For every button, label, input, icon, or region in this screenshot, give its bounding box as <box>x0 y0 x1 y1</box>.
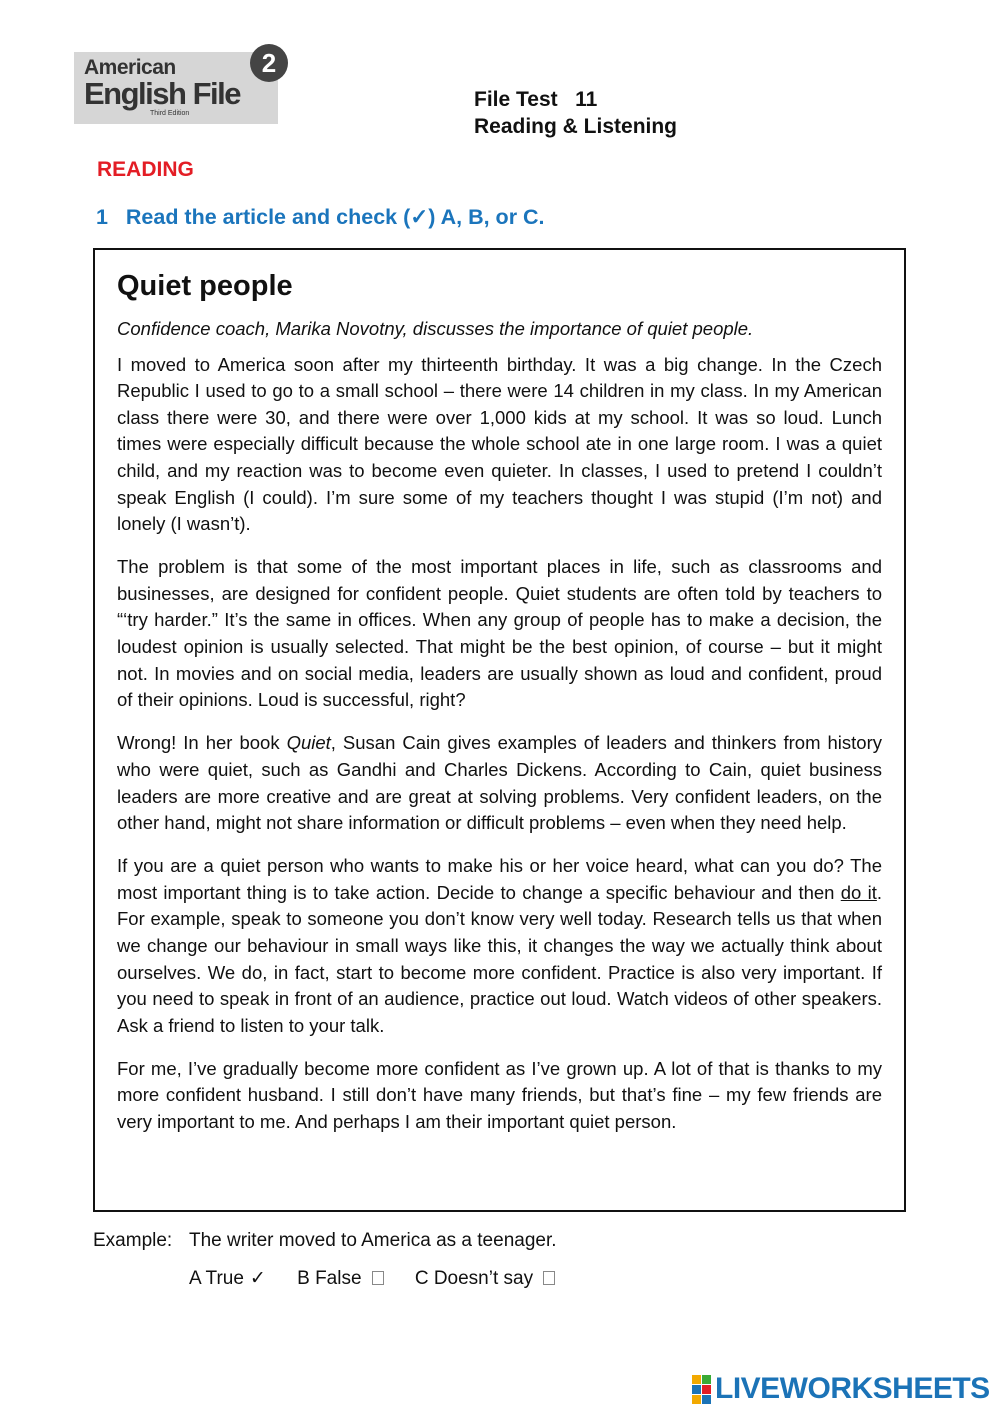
article-paragraph-2: The problem is that some of the most important places in life, such as classrooms and businesses, are designed for confident people. Quiet students are often told by teachers to “‘try harder.” It’s the same in offices. When any group of people has to make a decision, the loudest opinion is usually selected. That might be the best opinion, of course – but it might not. In movies and on social media, leaders are usually shown as loud and confident, proud of their opinions. Loud is successful, right? <box>117 556 882 711</box>
paragraph-4-start: If you are a quiet person who wants to make his or her voice heard, what can you do? The most important thing is to take action. Decide to change a specific behaviour and then <box>117 855 882 903</box>
article-paragraph-1: I moved to America soon after my thirteenth birthday. It was a big change. In the Czech Republic I used to go to a small school – there were 14 children in my class. In my American class there were 30, and there were over 1,000 kids at my school. It was so loud. Lunch times were especially difficult because the whole school ate in one large room. I was a quiet child, and my reaction was to become even quieter. In classes, I used to pretend I couldn’t speak English (I could). I’m sure some of my teachers thought I was stupid (I’m not) and lonely (I wasn’t). <box>117 353 882 535</box>
file-test-title <box>474 86 677 140</box>
article-paragraph-5: For me, I’ve gradually become more confident as I’ve grown up. A lot of that is thanks to my more confident husband. I still don’t have many friends, but that’s fine – my few friends are very important to me. And perhaps I am their important quiet person. <box>117 1057 882 1133</box>
liveworksheets-logo-icon <box>692 1375 711 1404</box>
option-a-label: A True <box>189 1268 244 1289</box>
section-heading-reading: READING <box>97 158 194 181</box>
option-b-label: B False <box>297 1268 362 1289</box>
liveworksheets-watermark <box>692 1373 990 1405</box>
checkmark-icon: ✓ <box>249 1268 266 1289</box>
exercise-instruction: 1 Read the article and check (✓) A, B, or C. <box>96 205 545 229</box>
article-title: Quiet people <box>117 270 293 302</box>
article-box <box>93 248 906 1212</box>
example-options <box>189 1266 581 1292</box>
checkbox-c[interactable] <box>543 1271 555 1285</box>
level-badge: 2 <box>250 44 288 82</box>
option-c-doesnt-say[interactable] <box>415 1268 555 1289</box>
book-title-quiet: Quiet <box>286 732 331 754</box>
option-c-label: C Doesn’t say <box>414 1268 534 1289</box>
file-test-subtitle: Reading & Listening <box>474 115 678 138</box>
paragraph-4-end: . For example, speak to someone you don’t know very well today. Research tells us that when we change our behaviour in small ways like this, it changes the way we actually think about ourselves. We do, in fact, start to become more confident. Practice is also very important. If you need to speak in front of an audience, practice out loud. Watch videos of other speakers. Ask a friend to listen to your talk. <box>117 881 883 1036</box>
example-question <box>93 1228 557 1254</box>
article-paragraph-4 <box>117 853 882 1039</box>
example-label: Example: <box>93 1230 173 1251</box>
paragraph-3-start: Wrong! In her book <box>117 732 287 754</box>
file-test-number: File Test 11 <box>474 88 598 111</box>
article-subtitle: Confidence coach, Marika Novotny, discusses the importance of quiet people. <box>117 318 754 339</box>
paragraph-3-end: , Susan Cain gives examples of leaders and thinkers from history who were quiet, such as Gandhi and Charles Dickens. According to Cain, quiet business leaders are more creative and are great at solving problems. Very confident leaders, on the other hand, might not share information or difficult problems – even when they need help. <box>117 732 882 834</box>
example-sentence: The writer moved to America as a teenager. <box>189 1230 557 1251</box>
american-english-file-logo <box>74 52 278 124</box>
option-a-true[interactable] <box>189 1268 266 1289</box>
logo-line2: English File <box>84 76 240 111</box>
article-paragraph-3 <box>117 730 882 836</box>
option-b-false[interactable] <box>297 1268 383 1289</box>
checkbox-b[interactable] <box>372 1271 384 1285</box>
underlined-do-it: do it <box>840 881 877 903</box>
logo-edition: Third Edition <box>150 110 190 117</box>
liveworksheets-text: LIVEWORKSHEETS <box>715 1372 990 1405</box>
logo-line1: American <box>84 56 176 79</box>
